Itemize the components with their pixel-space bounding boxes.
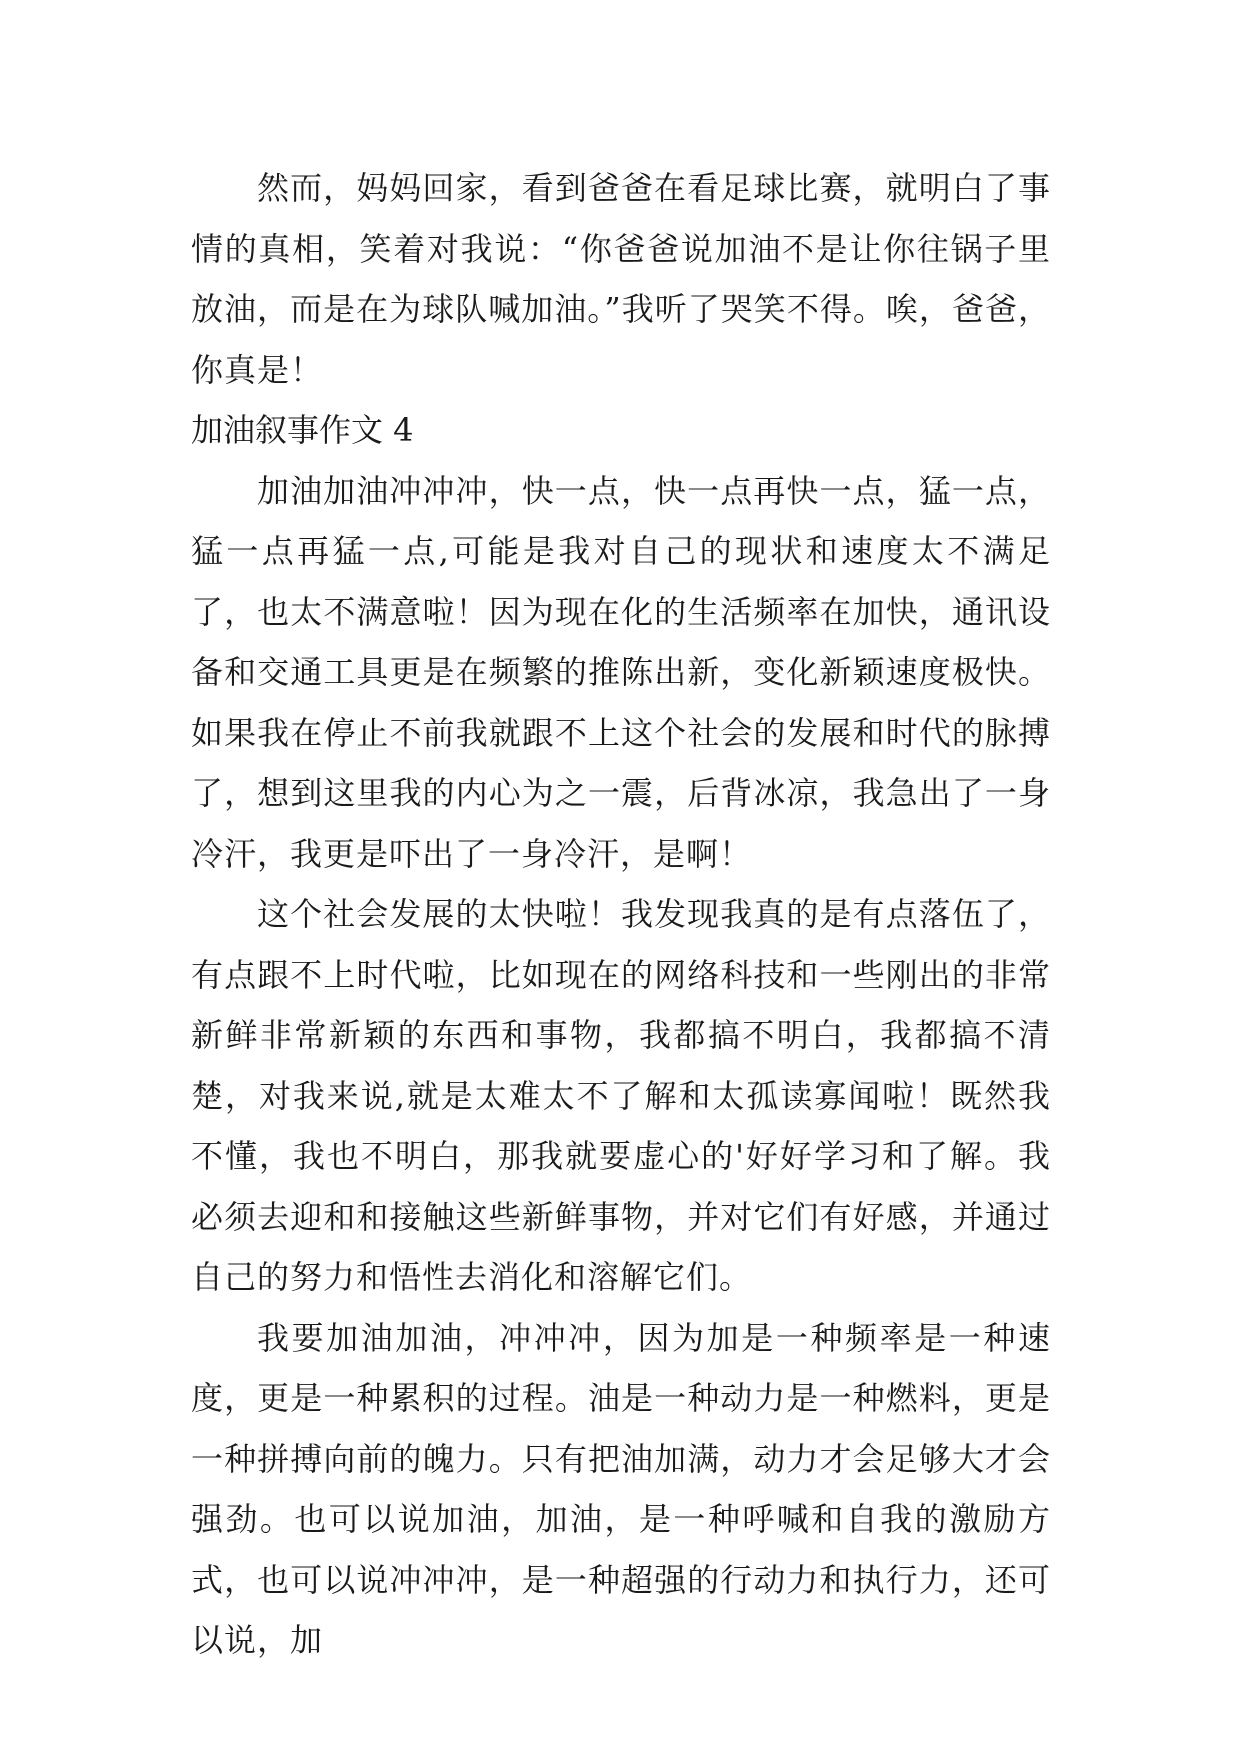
paragraph-2: 加油加油冲冲冲，快一点，快一点再快一点，猛一点，猛一点再猛一点,可能是我对自己的现状和速度太不满足了，也太不满意啦！因为现在化的生活频率在加快，通讯设备和交通工具更是在频繁的推陈出新，变化新颖速度极快。如果我在停止不前我就跟不上这个社会的发展和时代的脉搏了，想到这里我的内心为之一震，后背冰凉，我急出了一身冷汗，我更是吓出了一身冷汗，是啊！ <box>191 471 1051 873</box>
section-heading: 加油叙事作文 4 <box>191 411 414 449</box>
paragraph-3: 这个社会发展的太快啦！我发现我真的是有点落伍了，有点跟不上时代啦，比如现在的网络科技和一些刚出的非常新鲜非常新颖的东西和事物，我都搞不明白，我都搞不清楚，对我来说,就是太难太不了解和太孤读寡闻啦！既然我不懂，我也不明白，那我就要虚心的'好好学习和了解。我必须去迎和和接触这些新鲜事物，并对它们有好感，并通过自己的努力和悟性去消化和溶解它们。 <box>191 895 1051 1296</box>
paragraph-1: 然而，妈妈回家，看到爸爸在看足球比赛，就明白了事情的真相，笑着对我说：“你爸爸说加油不是让你往锅子里放油，而是在为球队喊加油。”我听了哭笑不得。唉，爸爸，你真是！ <box>191 169 1051 389</box>
document-body <box>191 158 1051 1671</box>
paragraph-4: 我要加油加油，冲冲冲，因为加是一种频率是一种速度，更是一种累积的过程。油是一种动力是一种燃料，更是一种拼搏向前的魄力。只有把油加满，动力才会足够大才会强劲。也可以说加油，加油，是一种呼喊和自我的激励方式，也可以说冲冲冲，是一种超强的行动力和执行力，还可以说，加 <box>191 1318 1051 1659</box>
